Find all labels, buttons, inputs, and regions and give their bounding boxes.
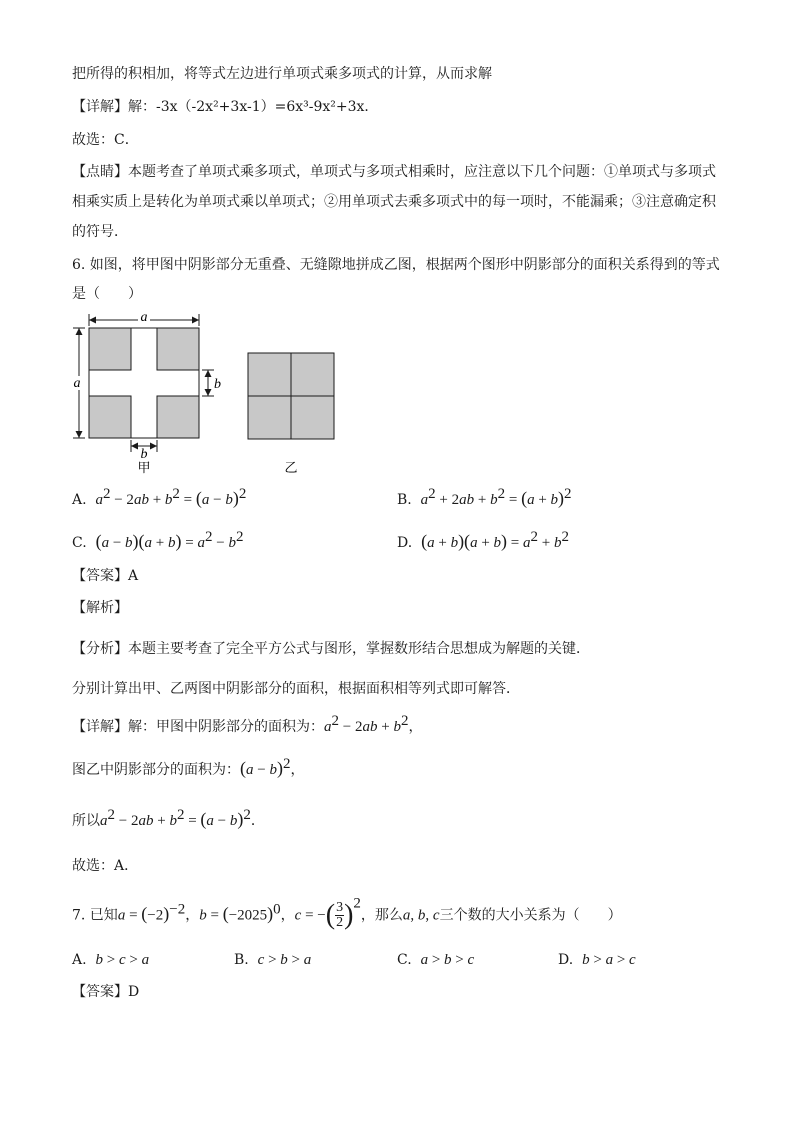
label-b-bottom: b bbox=[140, 447, 148, 462]
q7-option-b: B. c > b > a bbox=[234, 952, 312, 968]
q7-option-d: D. b > a > c bbox=[558, 952, 636, 968]
question-6-line-a: 6. 如图，将甲图中阴影部分无重叠、无缝隙地拼成乙图，根据两个图形中阴影部分的面积关系得到的等式 bbox=[72, 257, 720, 273]
caption-yi: 乙 bbox=[284, 460, 298, 475]
point-label: 【点睛】 bbox=[72, 164, 128, 180]
label-b-right: b bbox=[214, 377, 221, 392]
shaded-corner-bottom-left bbox=[89, 396, 131, 438]
label-a-top: a bbox=[140, 310, 148, 325]
fenxi-line-2: 分别计算出甲、乙两图中阴影部分的面积，根据面积相等列式即可解答． bbox=[72, 681, 520, 697]
q6-option-b: B. $a^2 + 2ab + b^2 = (a + b)^2$ bbox=[397, 486, 572, 508]
point-line-a bbox=[72, 162, 716, 182]
q7-option-a: A. b > c > a bbox=[72, 952, 150, 968]
detail-6-line: 【详解】解：甲图中阴影部分的面积为：$a^2 - 2ab + b^2$， bbox=[72, 713, 423, 735]
detail-5 bbox=[72, 97, 378, 117]
suoyi-line: 所以$a^2 - 2ab + b^2 = (a - b)^2$． bbox=[72, 807, 265, 829]
caption-jia: 甲 bbox=[137, 460, 151, 475]
question-7-line: 7. 已知$a = (-2)^{-2}$，$b = (-2025)^0$，c = −( $\frac{3}{2}$ )$^2$，那么a, b, c三个数的大小关系为（ ） bbox=[72, 895, 622, 931]
detail-5-text: 解：-3x（-2x²+3x-1）=6x³-9x²+3x． bbox=[128, 99, 379, 115]
question-6-line-b: 是（ ） bbox=[72, 286, 142, 302]
q6-option-d: D. $(a + b)(a + b) = a^2 + b^2$ bbox=[397, 529, 569, 551]
point-line-c: 的符号． bbox=[72, 224, 128, 240]
shaded-corner-top-left bbox=[89, 328, 131, 370]
label-a-left: a bbox=[73, 376, 81, 391]
choose-5: 故选：C． bbox=[72, 132, 139, 148]
point-line-b: 相乘实质上是转化为单项式乘以单项式；②用单项式去乘多项式中的每一项时，不能漏乘；③注意确定积 bbox=[72, 194, 716, 210]
answer-6: 【答案】A bbox=[72, 568, 139, 584]
detail-label: 【详解】 bbox=[72, 99, 128, 115]
answer-7: 【答案】D bbox=[72, 984, 140, 1000]
fenxi-line: 【分析】本题主要考查了完全平方公式与图形，掌握数形结合思想成为解题的关键． bbox=[72, 641, 590, 657]
choose-6: 故选：A． bbox=[72, 858, 139, 874]
q6-option-c: C. $(a - b)(a + b) = a^2 - b^2$ bbox=[72, 529, 244, 551]
analysis-heading: 【解析】 bbox=[72, 600, 128, 616]
shaded-corner-top-right bbox=[157, 328, 199, 370]
point-text-a: 本题考查了单项式乘多项式，单项式与多项式相乘时，应注意以下几个问题：①单项式与多项式 bbox=[128, 164, 716, 180]
figure-jia-yi bbox=[68, 306, 358, 478]
shaded-corner-bottom-right bbox=[157, 396, 199, 438]
q7-option-c: C. a > b > c bbox=[397, 952, 475, 968]
q6-option-a: A. $a^2 - 2ab + b^2 = (a - b)^2$ bbox=[72, 486, 247, 508]
text-line-1: 把所得的积相加，将等式左边进行单项式乘多项式的计算，从而求解 bbox=[72, 66, 492, 82]
yi-area-line: 图乙中阴影部分的面积为：$(a - b)^2$， bbox=[72, 756, 305, 778]
